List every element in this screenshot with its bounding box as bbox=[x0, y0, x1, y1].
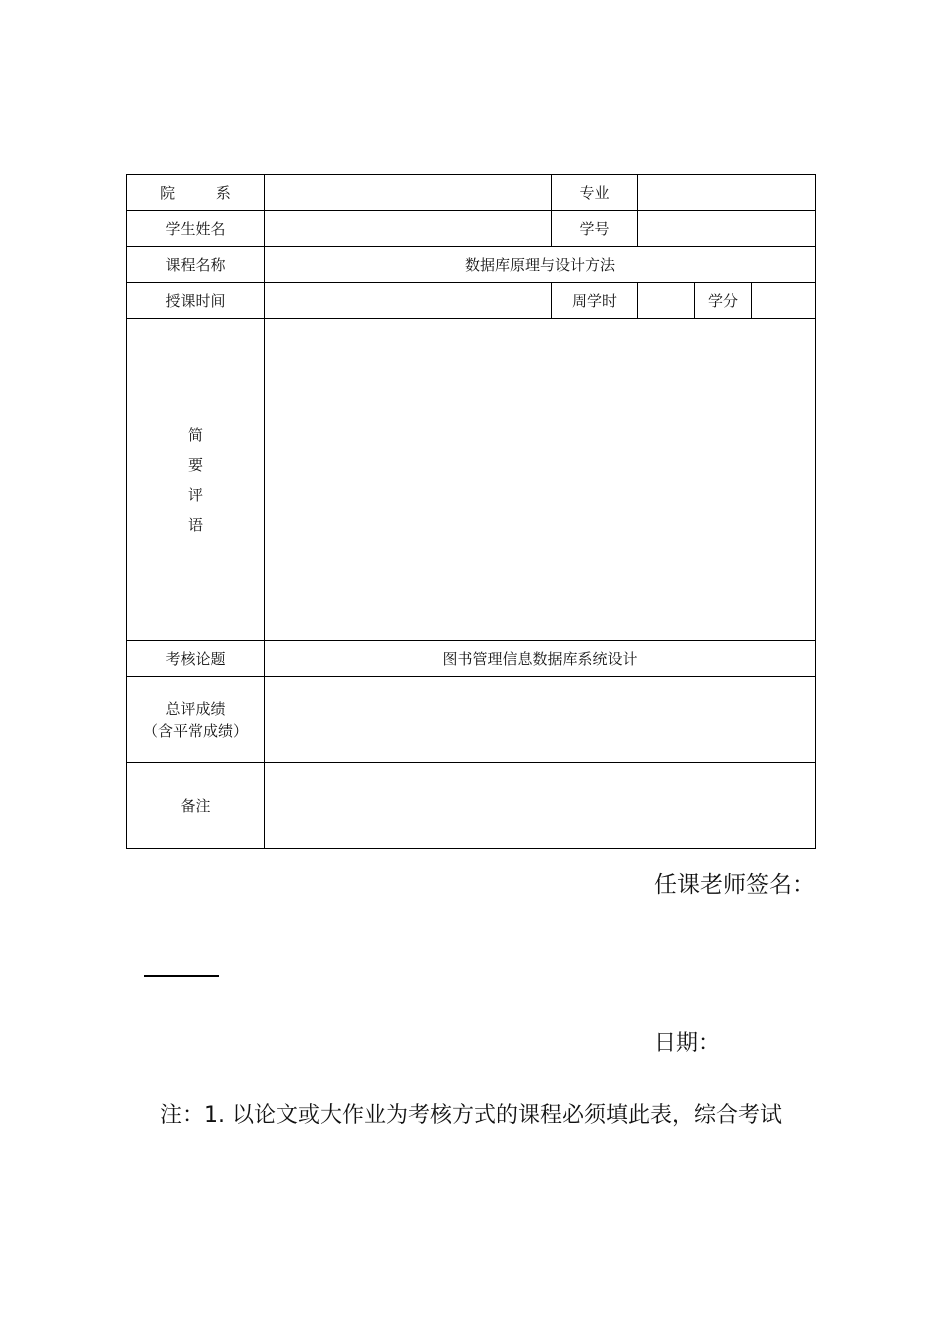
topic-value: 图书管理信息数据库系统设计 bbox=[265, 641, 816, 677]
course-name-value: 数据库原理与设计方法 bbox=[265, 247, 816, 283]
comment-field[interactable] bbox=[265, 319, 816, 641]
weekly-hours-label: 周学时 bbox=[552, 283, 638, 319]
row-topic bbox=[127, 641, 816, 677]
row-remarks bbox=[127, 763, 816, 849]
student-name-label: 学生姓名 bbox=[127, 211, 265, 247]
footnote-text: 注：1. 以论文或大作业为考核方式的课程必须填此表，综合考试 bbox=[160, 1103, 782, 1128]
department-label bbox=[127, 175, 265, 211]
row-comment bbox=[127, 319, 816, 641]
remarks-field[interactable] bbox=[265, 763, 816, 849]
student-id-label: 学号 bbox=[552, 211, 638, 247]
row-total-score bbox=[127, 677, 816, 763]
major-field[interactable] bbox=[638, 175, 816, 211]
row-student bbox=[127, 211, 816, 247]
comment-label-char: 要 bbox=[187, 455, 203, 474]
total-score-label-line2: （含平常成绩） bbox=[142, 721, 248, 740]
student-name-field[interactable] bbox=[265, 211, 552, 247]
credits-label: 学分 bbox=[695, 283, 752, 319]
total-score-label-line1: 总评成绩 bbox=[165, 699, 226, 718]
teacher-signature-label: 任课老师签名： bbox=[654, 872, 815, 898]
total-score-label bbox=[127, 677, 265, 763]
comment-label-char: 语 bbox=[187, 515, 203, 534]
comment-label-vertical bbox=[188, 420, 203, 540]
row-teaching-time bbox=[127, 283, 816, 319]
teaching-time-label: 授课时间 bbox=[127, 283, 265, 319]
course-assessment-form bbox=[126, 174, 816, 849]
row-department bbox=[127, 175, 816, 211]
department-field[interactable] bbox=[265, 175, 552, 211]
comment-label-char: 评 bbox=[187, 485, 203, 504]
student-id-field[interactable] bbox=[638, 211, 816, 247]
weekly-hours-field[interactable] bbox=[638, 283, 695, 319]
remarks-label: 备注 bbox=[127, 763, 265, 849]
credits-field[interactable] bbox=[752, 283, 816, 319]
comment-label bbox=[127, 319, 265, 641]
signature-line[interactable] bbox=[144, 975, 219, 977]
course-name-label: 课程名称 bbox=[127, 247, 265, 283]
teaching-time-field[interactable] bbox=[265, 283, 552, 319]
date-label: 日期： bbox=[654, 1031, 721, 1056]
major-label: 专业 bbox=[552, 175, 638, 211]
comment-label-char: 简 bbox=[187, 425, 203, 444]
topic-label: 考核论题 bbox=[127, 641, 265, 677]
row-course-name bbox=[127, 247, 816, 283]
total-score-field[interactable] bbox=[265, 677, 816, 763]
department-label-text: 院 系 bbox=[160, 183, 249, 202]
